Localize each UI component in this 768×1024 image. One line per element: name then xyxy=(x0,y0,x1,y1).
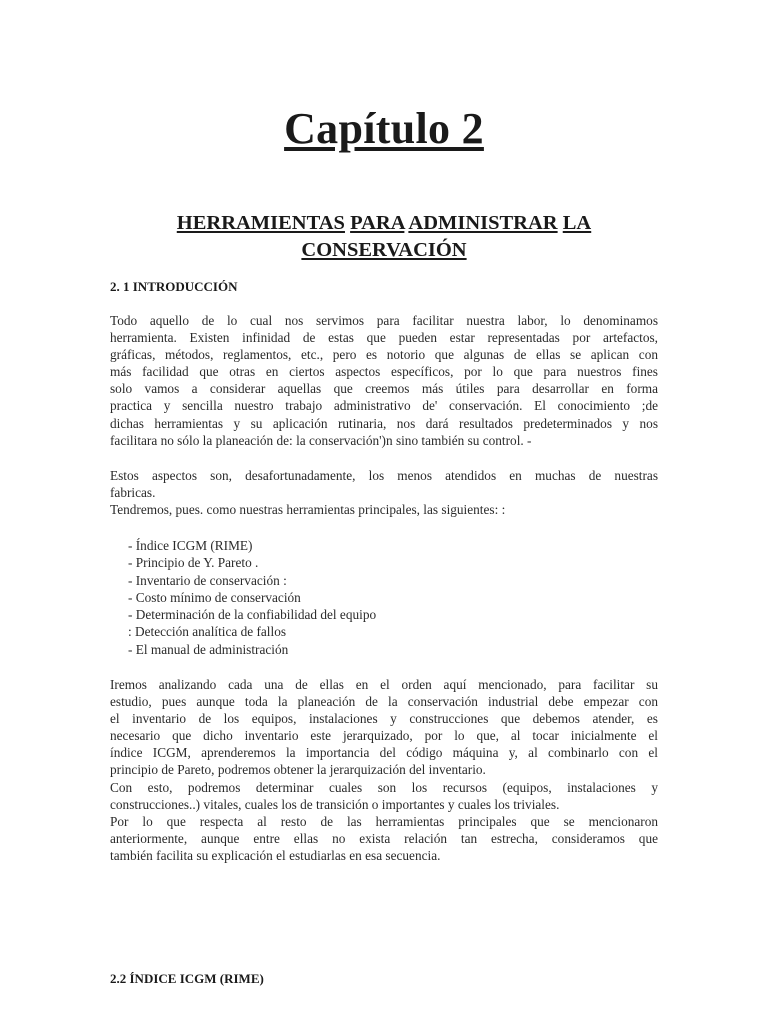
section-title-word: HERRAMIENTAS xyxy=(176,212,345,234)
chapter-title: Capítulo 2 xyxy=(284,104,484,153)
paragraph-line: también facilita su explicación el estudiarlas en esa secuencia. xyxy=(110,847,441,863)
paragraph-line: Estos aspectos son, desafortunadamente, los menos atendidos en muchas de nuestras xyxy=(110,468,658,483)
paragraph-line: estudio, pues aunque toda la planeación de la conservación industrial debe empezar con xyxy=(110,694,658,710)
list-item: - Inventario de conservación : xyxy=(128,572,287,588)
paragraph-line: índice ICGM, aprenderemos la importancia del código máquina y, al combinarlo con el xyxy=(110,745,658,761)
paragraph-line: construcciones..) vitales, cuales los de transición o importantes y cuales los triviales. xyxy=(110,796,560,812)
section-title xyxy=(110,210,658,264)
paragraph-line: más facilidad que otras en ciertos aspectos específicos, por lo que para nuestros fines xyxy=(110,364,658,380)
tools-list xyxy=(128,537,376,658)
paragraph-line: Iremos analizando cada una de ellas en el orden aquí mencionado, para facilitar su xyxy=(110,677,658,692)
paragraph-line: Por lo que respecta al resto de las herramientas principales que se mencionaron xyxy=(110,813,658,829)
heading-indice-icgm: 2.2 ÍNDICE ICGM (RIME) xyxy=(110,971,264,986)
paragraph-intro xyxy=(110,312,658,449)
list-item: - Principio de Y. Pareto . xyxy=(128,555,259,571)
paragraph-line: facilitara no sólo la planeación de: la conservación')n sino también su control. - xyxy=(110,432,532,448)
paragraph-line: solo vamos a considerar aquellas que creemos más útiles para desarrollar en forma xyxy=(110,381,658,397)
paragraph-line: herramienta. Existen infinidad de estas que pueden estar representadas por artefactos, xyxy=(110,330,658,346)
list-item: - El manual de administración xyxy=(128,641,289,657)
heading-introduccion: 2. 1 INTRODUCCIÓN xyxy=(110,279,238,294)
paragraph-line: principio de Pareto, podremos obtener la jerarquización del inventario. xyxy=(110,762,486,778)
paragraph-line: practica y sencilla nuestro trabajo administrativo de' conservación. El conocimiento ;de xyxy=(110,398,658,414)
paragraph-aspects xyxy=(110,467,658,518)
paragraph-line: gráficas, métodos, reglamentos, etc., pero es notorio que algunas de ellas se aplican con xyxy=(110,347,658,363)
paragraph-line: Con esto, podremos determinar cuales son los recursos (equipos, instalaciones y xyxy=(110,779,658,795)
section-title-word: CONSERVACIÓN xyxy=(301,239,467,261)
paragraph-line: fabricas. xyxy=(110,485,156,501)
section-title-word: PARA xyxy=(350,212,405,234)
paragraph-line: el inventario de los equipos, instalaciones y construcciones que debemos atender, es xyxy=(110,711,658,727)
list-item: - Costo mínimo de conservación xyxy=(128,589,301,605)
paragraph-line: anteriormente, aunque entre ellas no exista relación tan estrecha, consideramos que xyxy=(110,830,658,846)
section-title-word: LA xyxy=(562,212,592,234)
paragraph-line: dichas herramientas y su aplicación rutinaria, nos dará resultados predeterminados y nos xyxy=(110,415,658,431)
list-item: - Determinación de la confiabilidad del equipo xyxy=(128,607,377,623)
paragraph-line: necesario que dicho inventario este jerarquizado, por lo que, al tocar inicialmente el xyxy=(110,728,658,744)
section-title-word: ADMINISTRAR xyxy=(408,212,558,234)
list-item: - Índice ICGM (RIME) xyxy=(128,538,253,553)
list-item: : Detección analítica de fallos xyxy=(128,624,287,640)
paragraph-line: Tendremos, pues. como nuestras herramientas principales, las siguientes: : xyxy=(110,502,506,518)
paragraph-line: Todo aquello de lo cual nos servimos para facilitar nuestra labor, lo denominamos xyxy=(110,313,658,328)
paragraph-analysis xyxy=(110,676,658,864)
